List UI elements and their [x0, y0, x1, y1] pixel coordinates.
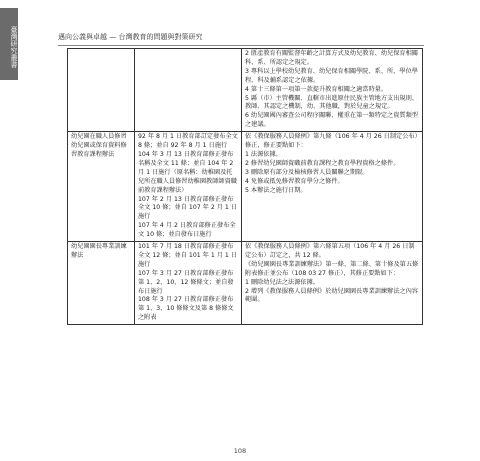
content-item: 2 匱產教育有關監督年齡之計算方式及幼兒教育、幼兒保育相關科、系、所認定之規定。 [245, 50, 418, 66]
promulgation-history-cell [135, 49, 242, 132]
history-entry: 107 年 3 月 27 日教育部修正發布第 1、2、10、12 條條文；並自發布日施行 [138, 269, 234, 295]
history-entry: 101 年 7 月 18 日教育部修正發布全文 12 條；並自 101 年 1 月 1 日施行 [138, 243, 237, 268]
regulation-name-cell [68, 49, 135, 132]
regulations-table [67, 48, 423, 325]
history-entry: 108 年 3 月 27 日教育部修正發布第 1、3、10 條條文及第 8 條條文之附表 [138, 296, 234, 322]
table-row [68, 132, 423, 242]
regulation-name-cell: 幼兒園在職人員修習幼兒園或保育資料修習教育課程辦法 [68, 132, 135, 242]
content-item: 2 修習幼兒園師資職前教育課程之教育學程資格之條件。 [245, 159, 400, 167]
promulgation-history-cell [135, 242, 242, 325]
content-item: 4 第十三條第一項第一款提升教育相關之適當時量。 [245, 85, 388, 93]
content-item: 3 刪除原有部分及檢核修習人員關聯之期限。 [245, 168, 369, 176]
series-side-tab: 臺灣研究叢書 [0, 8, 18, 80]
content-item: 3 專科以上學校幼兒教育、幼兒保育相關學院、系、所、學位學程、科及輔系認定之依據。 [245, 67, 418, 84]
history-entry: 107 年 4 月 2 日教育部修正發布全文 10 條；並自發布日施行 [138, 222, 236, 239]
regulation-name-cell: 幼兒園園長專業訓練辦法 [68, 242, 135, 325]
history-entry: 92 年 8 月 1 日教育部訂定發布全文 8 條；並自 92 年 8 月 1 日施行 [138, 133, 238, 150]
table-row [68, 49, 423, 132]
amendment-content-cell [242, 242, 423, 325]
content-item: 依《教保服務人員條例》第六條第五項（106 年 4 月 26 日制定公布）訂定之，共 12 條。 [245, 243, 415, 259]
running-header: 邁向公義與卓越 — 台灣教育的問題與對策研究 [58, 33, 203, 41]
content-item: 1 刪除幼兒法之法源依據。 [245, 278, 319, 286]
header-divider [58, 45, 424, 46]
content-item: 5 縣（市）主管機關、直轄市出進原住民族主管地方支出規則、教師、其認定之機制，幼、其他職，對於兒童之規定。 [245, 94, 418, 111]
amendment-content-cell [242, 49, 423, 132]
content-item: 2 增列《教保服務人員條例》於幼兒園園長專業訓練辦法之內容範圍。 [245, 287, 418, 304]
content-item: 《幼兒園園長專業訓練辦法》第一條、第二條、第十條及第五條附表修正並公布（108 03 27 修正），其修正要點如下： [245, 260, 419, 277]
table-row [68, 242, 423, 325]
content-item: 4 免修或抵免修習教育學分之條件。 [245, 177, 344, 185]
history-entry: 104 年 3 月 13 日教育部修正發布名稱及全文 11 條；並自 104 年 2 月 1 日施行（原名稱：幼稚園及托兒所在職人員修習幼稚園教師師資職前教育課程辦法） [138, 150, 237, 194]
history-entry: 107 年 2 月 13 日教育部修正發布全文 10 條；並自 107 年 2 月 1 日施行 [138, 195, 237, 221]
amendment-content-cell [242, 132, 423, 242]
page-number: 108 [233, 447, 247, 455]
promulgation-history-cell [135, 132, 242, 242]
content-item: 5 本辦法之施行日期。 [245, 186, 307, 194]
content-item: 6 幼兒園國內審查公司程序關聯、權重在第一類特定之資質類型之建議。 [245, 112, 418, 129]
content-item: 依《教保服務人員條例》第九條（106 年 4 月 26 日制定公布）修正，修正要點如下： [245, 133, 418, 150]
content-item: 1 法源依據。 [245, 150, 282, 158]
